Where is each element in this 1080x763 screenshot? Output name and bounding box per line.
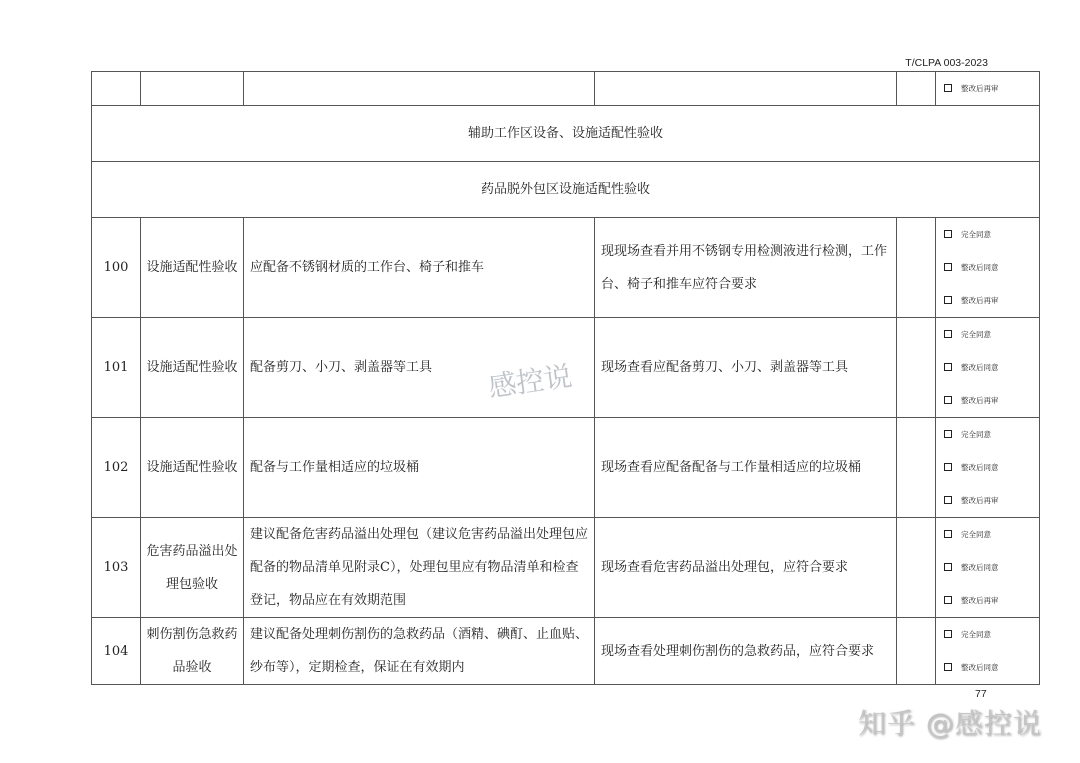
option-agree-after[interactable]: 整改后同意 [944, 451, 1039, 484]
checkbox-icon[interactable] [944, 263, 952, 271]
cell-no: 102 [92, 418, 141, 518]
table-row [92, 218, 1040, 318]
option-agree[interactable]: 完全同意 [944, 318, 1039, 351]
cell-requirement: 建议配备处理刺伤割伤的急救药品（酒精、碘酊、止血贴、纱布等），定期检查，保证在有效期内 [244, 618, 595, 685]
option-agree-after[interactable]: 整改后同意 [944, 351, 1039, 384]
checkbox-icon[interactable] [944, 363, 952, 371]
option-agree[interactable]: 完全同意 [944, 518, 1039, 551]
checkbox-icon[interactable] [944, 296, 952, 304]
cell-method: 现场查看处理刺伤割伤的急救药品，应符合要求 [595, 618, 897, 685]
cell-item: 设施适配性验收 [141, 318, 244, 418]
cell-result [936, 318, 1040, 418]
page-number: 77 [975, 688, 987, 700]
section-title-aux: 辅助工作区设备、设施适配性验收 [92, 106, 1040, 162]
cell-item: 设施适配性验收 [141, 418, 244, 518]
cell-requirement: 建议配备危害药品溢出处理包（建议危害药品溢出处理包应配备的物品清单见附录C），处理包里应有物品清单和检查登记，物品应在有效期范围 [244, 518, 595, 618]
cell-requirement: 配备与工作量相适应的垃圾桶 [244, 418, 595, 518]
cell-item: 刺伤割伤急救药品验收 [141, 618, 244, 685]
checkbox-icon[interactable] [944, 463, 952, 471]
table-row [92, 518, 1040, 618]
cell-no: 100 [92, 218, 141, 318]
cell-result [936, 218, 1040, 318]
section-row [92, 162, 1040, 218]
checkbox-icon[interactable] [944, 330, 952, 338]
table-row [92, 418, 1040, 518]
option-agree-after[interactable]: 整改后同意 [944, 251, 1039, 284]
table-row [92, 72, 1040, 106]
option-review-after[interactable]: 整改后再审 [944, 484, 1039, 517]
option-agree[interactable]: 完全同意 [944, 618, 1039, 651]
cell-requirement [244, 72, 595, 106]
cell-method: 现场查看应配备配备与工作量相适应的垃圾桶 [595, 418, 897, 518]
cell-requirement: 配备剪刀、小刀、剥盖器等工具 [244, 318, 595, 418]
cell-result [936, 72, 1040, 106]
cell-no [92, 72, 141, 106]
cell-result [936, 418, 1040, 518]
cell-result [936, 518, 1040, 618]
section-title-unpack: 药品脱外包区设施适配性验收 [92, 162, 1040, 218]
cell-item: 危害药品溢出处理包验收 [141, 518, 244, 618]
option-agree-after[interactable]: 整改后同意 [944, 551, 1039, 584]
table-row [92, 618, 1040, 685]
section-row [92, 106, 1040, 162]
cell-result [936, 618, 1040, 685]
watermark-zhihu: 知乎 @感控说 [858, 707, 1042, 740]
cell-item: 设施适配性验收 [141, 218, 244, 318]
cell-method: 现现场查看并用不锈钢专用检测液进行检测，工作台、椅子和推车应符合要求 [595, 218, 897, 318]
option-review-after[interactable]: 整改后再审 [944, 584, 1039, 617]
checkbox-icon[interactable] [944, 230, 952, 238]
cell-blank [897, 72, 936, 106]
checkbox-icon[interactable] [944, 396, 952, 404]
option-agree[interactable]: 完全同意 [944, 218, 1039, 251]
cell-blank [897, 618, 936, 685]
option-review-after[interactable]: 整改后再审 [944, 72, 1039, 105]
option-review-after[interactable]: 整改后再审 [944, 284, 1039, 317]
cell-blank [897, 418, 936, 518]
option-agree-after[interactable]: 整改后同意 [944, 651, 1039, 684]
checkbox-icon[interactable] [944, 530, 952, 538]
cell-no: 101 [92, 318, 141, 418]
cell-requirement: 应配备不锈钢材质的工作台、椅子和推车 [244, 218, 595, 318]
checkbox-icon[interactable] [944, 563, 952, 571]
cell-item [141, 72, 244, 106]
cell-method: 现场查看应配备剪刀、小刀、剥盖器等工具 [595, 318, 897, 418]
cell-blank [897, 518, 936, 618]
option-agree[interactable]: 完全同意 [944, 418, 1039, 451]
cell-blank [897, 218, 936, 318]
checkbox-icon[interactable] [944, 630, 952, 638]
cell-no: 103 [92, 518, 141, 618]
watermark-center: 感控说 [486, 359, 575, 404]
checkbox-icon[interactable] [944, 596, 952, 604]
cell-method: 现场查看危害药品溢出处理包，应符合要求 [595, 518, 897, 618]
checkbox-icon[interactable] [944, 496, 952, 504]
cell-blank [897, 318, 936, 418]
cell-method [595, 72, 897, 106]
standard-code: T/CLPA 003-2023 [905, 57, 988, 69]
checkbox-icon[interactable] [944, 84, 952, 92]
checkbox-icon[interactable] [944, 663, 952, 671]
cell-no: 104 [92, 618, 141, 685]
option-review-after[interactable]: 整改后再审 [944, 384, 1039, 417]
checkbox-icon[interactable] [944, 430, 952, 438]
